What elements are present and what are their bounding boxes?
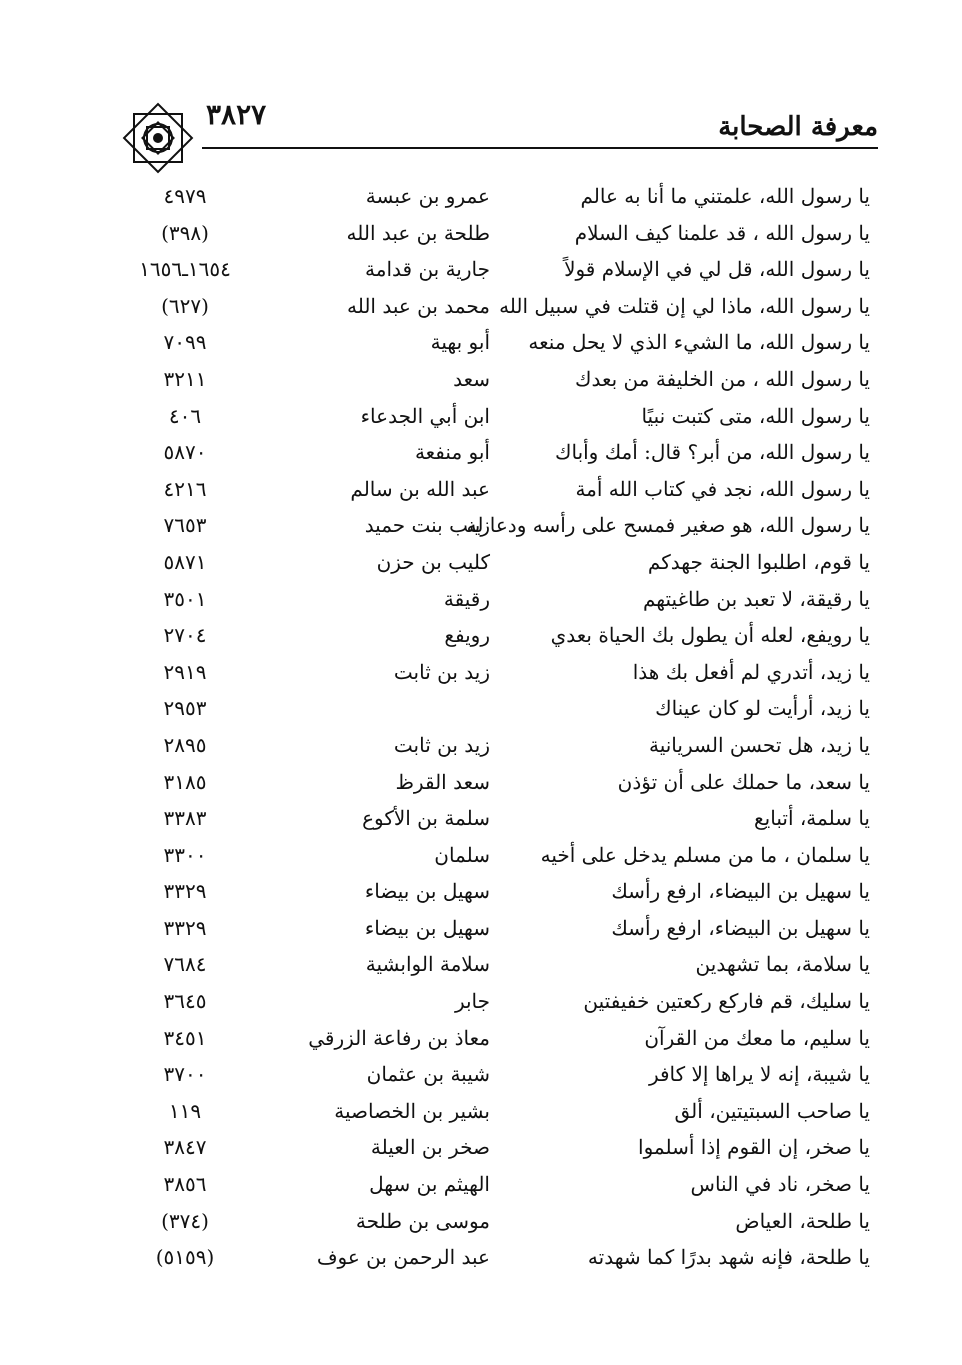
list-item <box>100 1129 876 1166</box>
list-item <box>100 617 876 654</box>
narrator-name: سعد القرظ <box>395 769 490 794</box>
hadith-text: يا رسول الله ، قد علمنا كيف السلام <box>574 220 870 245</box>
list-item <box>100 398 876 435</box>
narrator-name: كليب بن حزن <box>376 549 490 574</box>
hadith-text: يا رسول الله، هو صغير فمسح على رأسه ودعا له <box>466 513 870 538</box>
list-item <box>100 434 876 471</box>
list-item <box>100 215 876 252</box>
hadith-text: يا رسول الله، من أبر؟ قال: أمك وأباك <box>554 440 870 465</box>
narrator-name: سهيل بن بيضاء <box>364 879 490 904</box>
narrator-name: سلامة الوابشية <box>365 952 490 977</box>
narrator-name: الهيثم بن سهل <box>369 1172 490 1197</box>
list-item <box>100 873 876 910</box>
hadith-text: يا زيد، أتدري لم أفعل بك هذا <box>632 659 870 684</box>
hadith-text: يا شيبة، إنه لا يراها إلا كافر <box>648 1062 870 1087</box>
reference-number: ٧٦٨٤ <box>163 952 207 977</box>
narrator-name: سلمة بن الأكوع <box>362 806 490 831</box>
list-item <box>100 1203 876 1240</box>
list-item <box>100 1166 876 1203</box>
reference-number: ٣٧٠٠ <box>163 1062 207 1087</box>
narrator-name: زينب بنت حميد <box>364 513 490 538</box>
reference-number: ٢٨٩٥ <box>163 732 207 757</box>
list-item <box>100 1239 876 1276</box>
reference-number: ٥٨٧٠ <box>163 440 207 465</box>
reference-number: ٣٣٠٠ <box>163 842 207 867</box>
hadith-text: يا رسول الله، ما الشيء الذي لا يحل منعه <box>528 330 870 355</box>
reference-number: ٢٧٠٤ <box>163 623 207 648</box>
list-item <box>100 581 876 618</box>
hadith-text: يا سليم، ما معك من القرآن <box>644 1025 870 1050</box>
reference-number: ٤٠٦ <box>168 403 202 428</box>
list-item <box>100 654 876 691</box>
reference-number: ٣٣٨٣ <box>163 806 207 831</box>
hadith-text: يا صاحب السبتيتين، ألق <box>674 1098 870 1123</box>
header-divider <box>202 147 878 149</box>
hadith-text: يا طلحة، العياض <box>735 1208 870 1233</box>
list-item <box>100 471 876 508</box>
reference-number: ٣٨٥٦ <box>163 1172 207 1197</box>
hadith-text: يا سهيل بن البيضاء، ارفع رأسك <box>611 879 870 904</box>
narrator-name: جابر <box>454 989 490 1014</box>
list-item <box>100 324 876 361</box>
reference-number: ٣٢١١ <box>163 366 207 391</box>
hadith-text: يا سعد، ما حملك على أن تؤذن <box>617 769 870 794</box>
reference-number: ٧٠٩٩ <box>163 330 207 355</box>
narrator-name: صخر بن العيلة <box>370 1135 490 1160</box>
narrator-name: طلحة بن عبد الله <box>346 220 490 245</box>
hadith-text: يا قوم، اطلبوا الجنة جهدكم <box>647 549 870 574</box>
narrator-name: موسى بن طلحة <box>355 1208 490 1233</box>
reference-number: ٣٨٤٧ <box>163 1135 207 1160</box>
hadith-text: يا صخر، ناد في الناس <box>690 1172 870 1197</box>
list-item <box>100 983 876 1020</box>
hadith-text: يا زيد، هل تحسن السريانية <box>648 732 870 757</box>
narrator-name: محمد بن عبد الله <box>346 293 490 318</box>
list-item <box>100 544 876 581</box>
narrator-name: رويفع <box>444 623 490 648</box>
list-item <box>100 800 876 837</box>
hadith-text: يا رقيقة، لا تعبد بن طاغيتهم <box>642 586 870 611</box>
reference-number: ٣٥٠١ <box>163 586 207 611</box>
hadith-text: يا سليك، قم فاركع ركعتين خفيفتين <box>583 989 870 1014</box>
reference-number: ٣٣٢٩ <box>163 879 207 904</box>
list-item <box>100 178 876 215</box>
index-list <box>100 178 876 1276</box>
narrator-name: سهيل بن بيضاء <box>364 915 490 940</box>
hadith-text: يا رسول الله، ماذا لي إن قتلت في سبيل الله <box>499 293 870 318</box>
hadith-text: يا رسول الله، علمتني ما أنا به عالم <box>580 184 870 208</box>
reference-number: ٣٦٤٥ <box>163 989 207 1014</box>
hadith-text: يا رسول الله، نجد في كتاب الله أمة <box>575 476 870 501</box>
narrator-name: عمرو بن عبسة <box>365 184 490 208</box>
reference-number: ٧٦٥٣ <box>163 513 207 538</box>
list-item <box>100 288 876 325</box>
hadith-text: يا صخر، إن القوم إذا أسلموا <box>638 1135 870 1160</box>
list-item <box>100 910 876 947</box>
hadith-text: يا رسول الله، قل لي في الإسلام قولاً <box>564 257 870 282</box>
narrator-name: جارية بن قدامة <box>365 257 490 282</box>
narrator-name: زيد بن ثابت <box>393 732 490 757</box>
reference-number: ١١٩ <box>168 1098 202 1123</box>
reference-number: (٦٢٧) <box>161 293 209 318</box>
reference-number: (٣٧٤) <box>161 1208 209 1233</box>
reference-number: ٤٢١٦ <box>163 476 207 501</box>
reference-number: ٢٩٥٣ <box>163 696 207 721</box>
star-ornament-icon <box>118 98 198 178</box>
page-header <box>118 92 878 162</box>
reference-number: ٥٨٧١ <box>163 549 207 574</box>
narrator-name: أبو منفعة <box>414 440 490 465</box>
hadith-text: يا رويفع، لعله أن يطول بك الحياة بعدي <box>550 623 870 648</box>
narrator-name: رقيقة <box>443 586 490 611</box>
list-item <box>100 727 876 764</box>
narrator-name: ابن أبي الجدعاء <box>360 403 490 428</box>
hadith-text: يا رسول الله، متى كتبت نبيًا <box>641 403 870 428</box>
reference-number: ٣٣٢٩ <box>163 915 207 940</box>
reference-number: ٢٩١٩ <box>163 659 207 684</box>
reference-number: ٣٤٥١ <box>163 1025 207 1050</box>
narrator-name: بشير بن الخصاصية <box>334 1098 490 1123</box>
narrator-name: عبد الرحمن بن عوف <box>316 1245 490 1270</box>
list-item <box>100 1056 876 1093</box>
narrator-name: أبو بهية <box>430 330 490 355</box>
reference-number: ٤٩٧٩ <box>163 184 207 208</box>
list-item <box>100 251 876 288</box>
hadith-text: يا سلامة، بما تشهدين <box>695 952 870 977</box>
narrator-name: شيبة بن عثمان <box>366 1062 490 1087</box>
list-item <box>100 1093 876 1130</box>
page-number: ٣٨٢٧ <box>206 98 267 131</box>
narrator-name: سعد <box>453 366 490 391</box>
page-title: معرفة الصحابة <box>718 112 878 142</box>
reference-number: ١٦٥٤ـ١٦٥٦ <box>139 257 231 282</box>
list-item <box>100 690 876 727</box>
hadith-text: يا سلمان ، ما من مسلم يدخل على أخيه <box>540 842 870 867</box>
list-item <box>100 837 876 874</box>
hadith-text: يا طلحة، فإنه شهد بدرًا كما شهدته <box>587 1245 870 1270</box>
reference-number: ٣١٨٥ <box>163 769 207 794</box>
list-item <box>100 1020 876 1057</box>
narrator-name: سلمان <box>434 842 490 867</box>
hadith-text: يا رسول الله ، من الخليفة من بعدك <box>574 366 870 391</box>
list-item <box>100 507 876 544</box>
list-item <box>100 764 876 801</box>
list-item <box>100 946 876 983</box>
hadith-text: يا سلمة، أتبايع <box>754 806 870 831</box>
narrator-name: معاذ بن رفاعة الزرقي <box>308 1025 490 1050</box>
list-item <box>100 361 876 398</box>
hadith-text: يا زيد، أرأيت لو كان عيناك <box>655 696 870 721</box>
narrator-name: زيد بن ثابت <box>393 659 490 684</box>
reference-number: (٣٩٨) <box>161 220 209 245</box>
reference-number: (٥١٥٩) <box>155 1245 215 1270</box>
hadith-text: يا سهيل بن البيضاء، ارفع رأسك <box>611 915 870 940</box>
narrator-name: عبد الله بن سالم <box>350 476 490 501</box>
